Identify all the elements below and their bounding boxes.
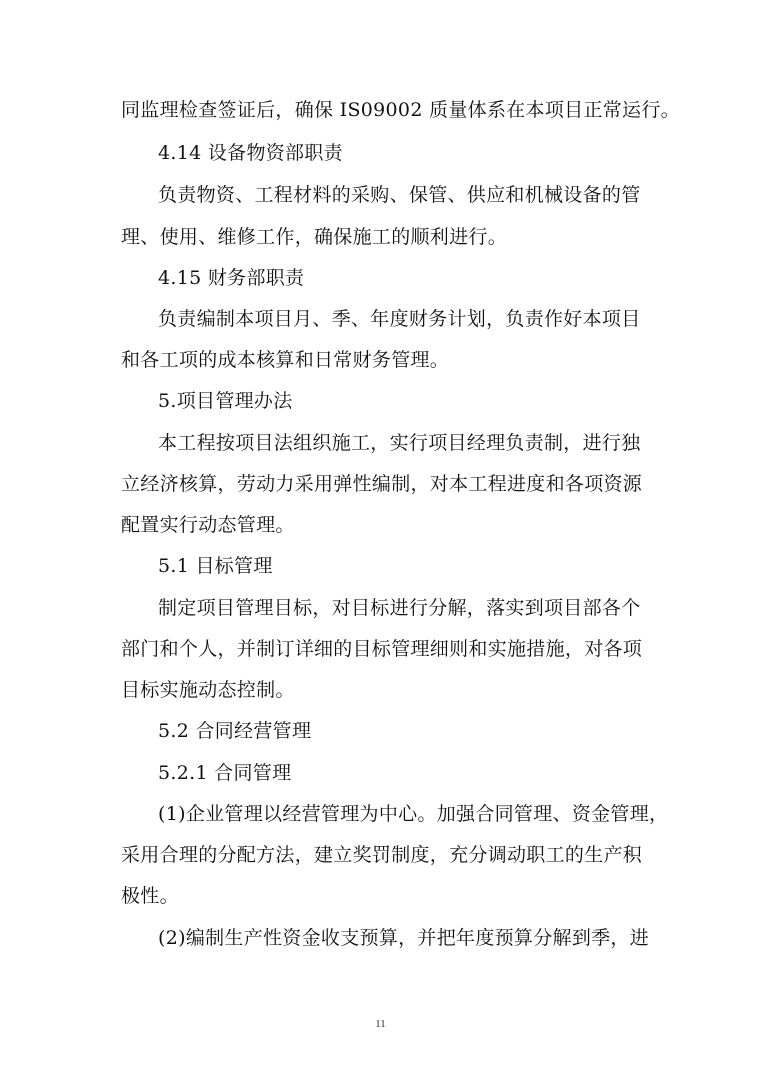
section-heading: 5.1 目标管理 — [158, 555, 273, 577]
page-number: 11 — [375, 1018, 386, 1030]
section-heading: 5.2 合同经营管理 — [158, 720, 312, 742]
text-line: 部门和个人，并制订详细的目标管理细则和实施措施，对各项 — [121, 638, 643, 660]
text-line: 本工程按项目法组织施工，实行项目经理负责制，进行独 — [158, 432, 641, 454]
section-heading: 5.项目管理办法 — [158, 390, 293, 412]
text-line: 同监理检查签证后，确保 IS09002 质量体系在本项目正常运行。 — [121, 99, 680, 121]
section-heading: 4.15 财务部职责 — [158, 267, 305, 289]
text-line: 制定项目管理目标，对目标进行分解，落实到项目部各个 — [158, 597, 641, 619]
text-line: 和各工项的成本核算和日常财务管理。 — [121, 349, 450, 371]
text-line: (1)企业管理以经营管理为中心。加强合同管理、资金管理， — [158, 803, 669, 825]
text-line: 采用合理的分配方法，建立奖罚制度，充分调动职工的生产积 — [121, 844, 643, 866]
text-line: (2)编制生产性资金收支预算，并把年度预算分解到季，进 — [158, 927, 650, 949]
text-line: 负责编制本项目月、季、年度财务计划，负责作好本项目 — [158, 308, 641, 330]
text-line: 立经济核算，劳动力采用弹性编制，对本工程进度和各项资源 — [121, 473, 643, 495]
text-line: 配置实行动态管理。 — [121, 514, 295, 536]
subsection-heading: 5.2.1 合同管理 — [158, 762, 292, 784]
section-heading: 4.14 设备物资部职责 — [158, 142, 343, 164]
text-line: 负责物资、工程材料的采购、保管、供应和机械设备的管 — [158, 184, 641, 206]
text-line: 理、使用、维修工作，确保施工的顺利进行。 — [121, 226, 508, 248]
text-line: 目标实施动态控制。 — [121, 679, 295, 701]
text-line: 极性。 — [121, 885, 179, 907]
